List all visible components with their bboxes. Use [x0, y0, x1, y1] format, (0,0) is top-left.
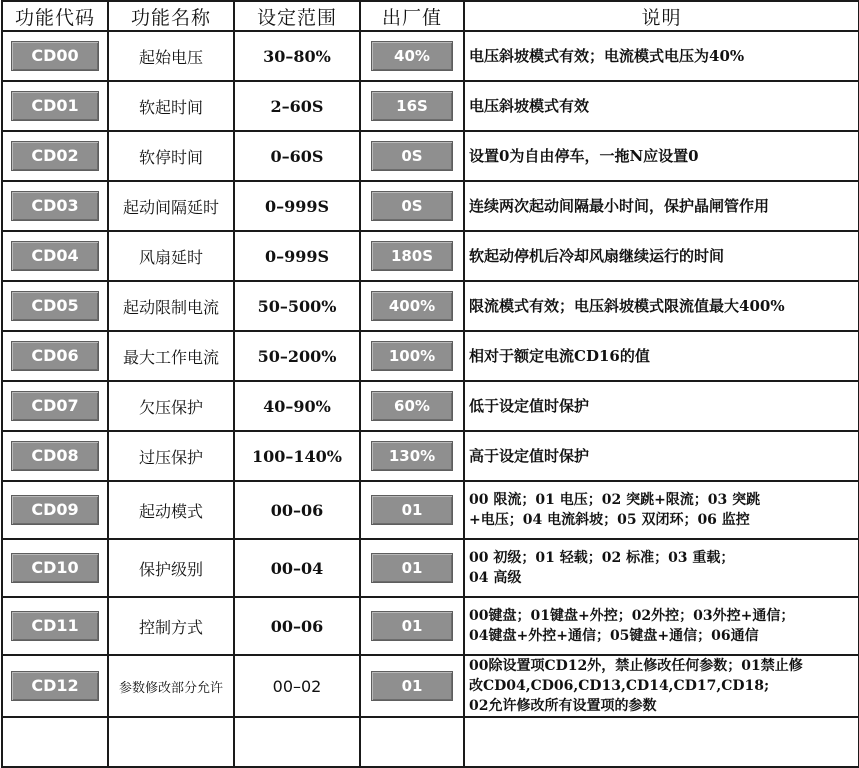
table-row: [2, 597, 859, 655]
code-chip: CD07: [11, 391, 99, 421]
code-cell: [2, 331, 108, 381]
parameter-rows: [2, 31, 859, 767]
description-line: 设置0为自由停车，一拖N应设置0: [469, 146, 699, 165]
code-cell: [2, 431, 108, 481]
function-name: 起始电压: [108, 31, 234, 81]
function-name: 欠压保护: [108, 381, 234, 431]
code-chip: CD04: [11, 241, 99, 271]
cut-off-cell: [234, 717, 360, 767]
default-value-chip: 0S: [371, 141, 453, 171]
default-value-chip: 01: [371, 553, 453, 583]
setting-range: 50–200%: [234, 331, 360, 381]
function-name: 起动限制电流: [108, 281, 234, 331]
description-cell: [464, 539, 859, 597]
description-cell: [464, 181, 859, 231]
description-cell: [464, 31, 859, 81]
cut-off-cell: [360, 717, 464, 767]
header-name: 功能名称: [108, 1, 234, 31]
description-line: 限流模式有效；电压斜坡模式限流值最大400%: [469, 296, 785, 315]
default-cell: [360, 181, 464, 231]
header-range: 设定范围: [234, 1, 360, 31]
description-line: 改CD04,CD06,CD13,CD14,CD17,CD18;: [469, 678, 770, 694]
table-row: [2, 431, 859, 481]
description-line: 电压斜坡模式有效: [469, 96, 590, 115]
table-row: [2, 655, 859, 717]
description-line: 00除设置项CD12外，禁止修改任何参数；01禁止修: [469, 658, 803, 674]
setting-range: 00–06: [234, 481, 360, 539]
description-line: 00 初级；01 轻载；02 标准；03 重载；: [469, 550, 735, 566]
setting-range: 0–60S: [234, 131, 360, 181]
default-cell: [360, 81, 464, 131]
code-cell: [2, 181, 108, 231]
table-row: [2, 31, 859, 81]
description-cell: [464, 131, 859, 181]
setting-range: 00–06: [234, 597, 360, 655]
parameter-table: [1, 0, 859, 768]
setting-range: 40–90%: [234, 381, 360, 431]
setting-range: 50–500%: [234, 281, 360, 331]
default-value-chip: 40%: [371, 41, 453, 71]
code-chip: CD11: [11, 611, 99, 641]
table-row: [2, 539, 859, 597]
description-line: 04键盘+外控+通信；05键盘+通信；06通信: [469, 628, 759, 644]
default-value-chip: 400%: [371, 291, 453, 321]
code-cell: [2, 231, 108, 281]
description-cell: [464, 597, 859, 655]
description-line: 高于设定值时保护: [469, 446, 590, 465]
function-name: 起动间隔延时: [108, 181, 234, 231]
code-chip: CD05: [11, 291, 99, 321]
cut-off-cell: [108, 717, 234, 767]
description-line: 00 限流；01 电压；02 突跳+限流；03 突跳: [469, 492, 761, 508]
table-row: [2, 481, 859, 539]
header-default: 出厂值: [360, 1, 464, 31]
code-chip: CD01: [11, 91, 99, 121]
description-cell: [464, 481, 859, 539]
function-name: 风扇延时: [108, 231, 234, 281]
code-chip: CD09: [11, 495, 99, 525]
default-value-chip: 01: [371, 671, 453, 701]
table-row: [2, 131, 859, 181]
function-name: 保护级别: [108, 539, 234, 597]
setting-range: 00–04: [234, 539, 360, 597]
cut-off-cell: [464, 717, 859, 767]
description-line: 相对于额定电流CD16的值: [469, 346, 650, 365]
description-line: 04 高级: [469, 570, 522, 586]
description-line: 电压斜坡模式有效；电流模式电压为40%: [469, 46, 745, 65]
code-chip: CD00: [11, 41, 99, 71]
description-line: 00键盘；01键盘+外控；02外控；03外控+通信；: [469, 608, 795, 624]
default-value-chip: 60%: [371, 391, 453, 421]
default-cell: [360, 31, 464, 81]
code-cell: [2, 481, 108, 539]
description-cell: [464, 81, 859, 131]
default-cell: [360, 539, 464, 597]
cut-off-cell: [2, 717, 108, 767]
description-line: 连续两次起动间隔最小时间，保护晶闸管作用: [469, 196, 770, 215]
code-cell: [2, 281, 108, 331]
table-row: [2, 381, 859, 431]
description-cell: [464, 281, 859, 331]
default-cell: [360, 331, 464, 381]
table-row: [2, 81, 859, 131]
code-cell: [2, 597, 108, 655]
default-value-chip: 100%: [371, 341, 453, 371]
code-chip: CD10: [11, 553, 99, 583]
description-line: +电压；04 电流斜坡；05 双闭环；06 监控: [469, 512, 750, 528]
default-cell: [360, 431, 464, 481]
description-line: 02允许修改所有设置项的参数: [469, 698, 657, 714]
default-cell: [360, 231, 464, 281]
header-row: [2, 1, 859, 31]
setting-range: 30–80%: [234, 31, 360, 81]
table-row: [2, 181, 859, 231]
function-name: 过压保护: [108, 431, 234, 481]
default-cell: [360, 131, 464, 181]
table-row: [2, 231, 859, 281]
description-cell: [464, 331, 859, 381]
header-description: 说明: [464, 1, 859, 31]
description-line: 低于设定值时保护: [469, 396, 590, 415]
setting-range: 0–999S: [234, 231, 360, 281]
default-cell: [360, 281, 464, 331]
default-value-chip: 130%: [371, 441, 453, 471]
code-chip: CD02: [11, 141, 99, 171]
code-chip: CD03: [11, 191, 99, 221]
function-name: 起动模式: [108, 481, 234, 539]
description-cell: [464, 431, 859, 481]
function-name: 软起时间: [108, 81, 234, 131]
code-chip: CD08: [11, 441, 99, 471]
header-code: 功能代码: [2, 1, 108, 31]
code-cell: [2, 539, 108, 597]
description-line: 软起动停机后冷却风扇继续运行的时间: [469, 246, 725, 265]
setting-range: 0–999S: [234, 181, 360, 231]
default-cell: [360, 597, 464, 655]
code-chip: CD06: [11, 341, 99, 371]
description-cell: [464, 381, 859, 431]
table-row: [2, 331, 859, 381]
code-cell: [2, 31, 108, 81]
function-name: 最大工作电流: [108, 331, 234, 381]
setting-range: 2–60S: [234, 81, 360, 131]
default-cell: [360, 655, 464, 717]
code-cell: [2, 655, 108, 717]
description-cell: [464, 655, 859, 717]
setting-range: 100–140%: [234, 431, 360, 481]
function-name: 控制方式: [108, 597, 234, 655]
default-value-chip: 16S: [371, 91, 453, 121]
default-cell: [360, 481, 464, 539]
code-cell: [2, 131, 108, 181]
cut-off-row: [2, 717, 859, 767]
function-name: 参数修改部分允许: [108, 655, 234, 717]
default-value-chip: 0S: [371, 191, 453, 221]
setting-range: 00–02: [234, 655, 360, 717]
code-cell: [2, 81, 108, 131]
default-value-chip: 180S: [371, 241, 453, 271]
function-name: 软停时间: [108, 131, 234, 181]
code-chip: CD12: [11, 671, 99, 701]
default-cell: [360, 381, 464, 431]
code-cell: [2, 381, 108, 431]
description-cell: [464, 231, 859, 281]
table-row: [2, 281, 859, 331]
default-value-chip: 01: [371, 611, 453, 641]
default-value-chip: 01: [371, 495, 453, 525]
